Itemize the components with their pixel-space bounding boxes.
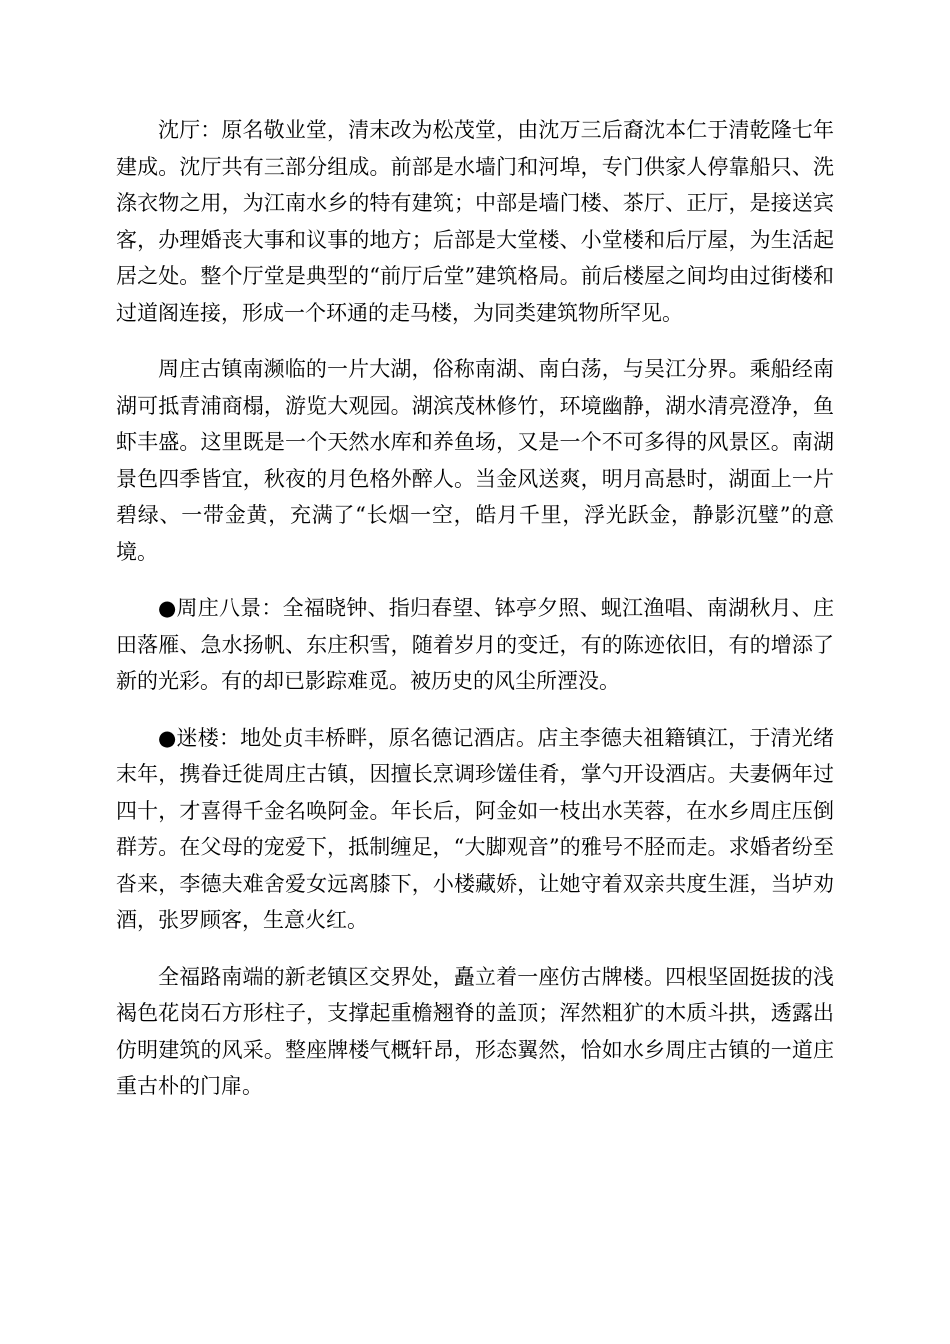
- document-body: [116, 112, 834, 1125]
- paragraph-mi-lou: ●迷楼：地处贞丰桥畔，原名德记酒店。店主李德夫祖籍镇江，于清光绪末年，携眷迁徙周庄古镇，因擅长烹调珍馐佳肴，掌勺开设酒店。夫妻俩年过四十，才喜得千金名唤阿金。年长后，阿金如一枝出水芙蓉，在水乡周庄压倒群芳。在父母的宠爱下，抵制缠足，“大脚观音”的雅号不胫而走。求婚者纷至沓来，李德夫难舍爱女远离膝下，小楼藏娇，让她守着双亲共度生涯，当垆劝酒，张罗顾客，生意火红。: [116, 725, 834, 932]
- paragraph-eight-scenes: ●周庄八景：全福晓钟、指归春望、钵亭夕照、蚬江渔唱、南湖秋月、庄田落雁、急水扬帆、东庄积雪，随着岁月的变迁，有的陈迹依旧，有的增添了新的光彩。有的却已影踪难觅。被历史的风尘所湮没。: [116, 596, 834, 693]
- paragraph-memorial-archway: 全福路南端的新老镇区交界处，矗立着一座仿古牌楼。四根坚固挺拔的浅褐色花岗石方形柱子，支撑起重檐翘脊的盖顶；浑然粗犷的木质斗拱，透露出仿明建筑的风采。整座牌楼气概轩昂，形态翼然，恰如水乡周庄古镇的一道庄重古朴的门扉。: [116, 964, 834, 1098]
- paragraph-shen-hall: 沈厅：原名敬业堂，清末改为松茂堂，由沈万三后裔沈本仁于清乾隆七年建成。沈厅共有三部分组成。前部是水墙门和河埠，专门供家人停靠船只、洗涤衣物之用，为江南水乡的特有建筑；中部是墙门楼、茶厅、正厅，是接送宾客，办理婚丧大事和议事的地方；后部是大堂楼、小堂楼和后厅屋，为生活起居之处。整个厅堂是典型的“前厅后堂”建筑格局。前后楼屋之间均由过街楼和过道阁连接，形成一个环通的走马楼，为同类建筑物所罕见。: [116, 118, 834, 325]
- paragraph-south-lake: 周庄古镇南濒临的一片大湖，俗称南湖、南白荡，与吴江分界。乘船经南湖可抵青浦商榻，游览大观园。湖滨茂林修竹，环境幽静，湖水清亮澄净，鱼虾丰盛。这里既是一个天然水库和养鱼场，又是一个不可多得的风景区。南湖景色四季皆宜，秋夜的月色格外醉人。当金风送爽，明月高悬时，湖面上一片碧绿、一带金黄，充满了“长烟一空，皓月千里，浮光跃金，静影沉璧”的意境。: [116, 357, 834, 564]
